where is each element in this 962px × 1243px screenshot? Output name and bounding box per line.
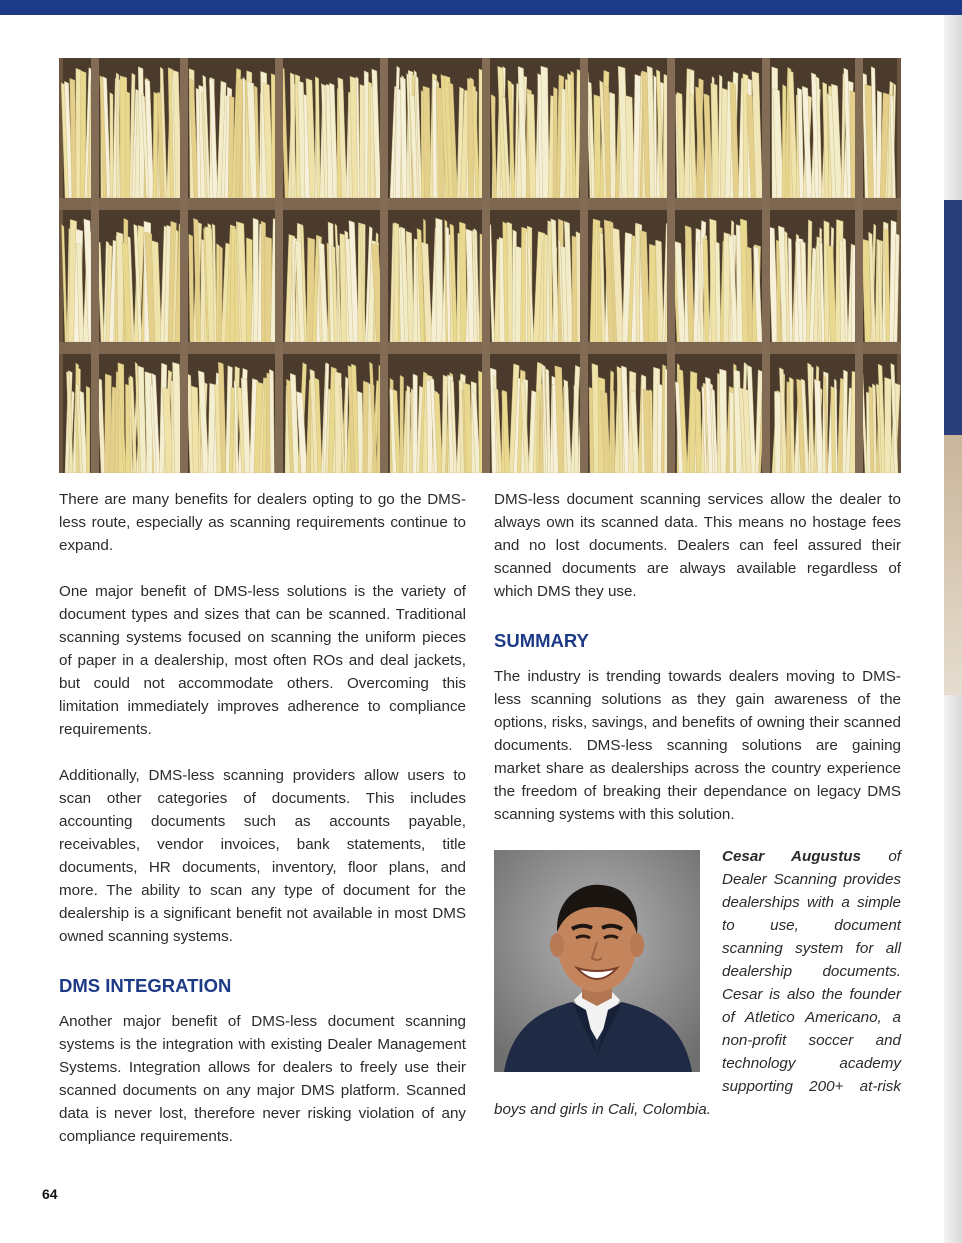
paragraph: DMS-less document scanning services allow the dealer to always own its scanned data. This means no hostage fees and no lost documents. Dealers can feel assured their scanned documents are always available regardless of which DMS they use. bbox=[494, 491, 901, 600]
author-bio bbox=[494, 845, 901, 1121]
paragraph: Additionally, DMS-less scanning providers allow users to scan other categories of documents. This includes accounting documents such as accounts payable, receivables, vendor invoices, bank statements, title documents, HR documents, inventory, floor plans, and more. The ability to scan any type of document for the dealership is a significant benefit not available in most DMS owned scanning systems. bbox=[59, 767, 466, 945]
facing-page-edge bbox=[944, 15, 962, 1243]
paragraph: The industry is trending towards dealers moving to DMS-less scanning solutions as they gain awareness of the options, risks, savings, and benefits of owning their scanned documents. DMS-less scanning solutions are gaining market share as dealerships across the country experience the freedom of breaking their dependance on legacy DMS scanning systems with this solution. bbox=[494, 668, 901, 823]
section-heading-dms-integration: DMS INTEGRATION bbox=[59, 975, 232, 996]
paragraph: There are many benefits for dealers opting to go the DMS-less route, especially as scanning requirements continue to expand. bbox=[59, 491, 466, 554]
paragraph: One major benefit of DMS-less solutions is the variety of document types and sizes that can be scanned. Traditional scanning systems focused on scanning the uniform pieces of paper in a dealership, most often ROs and deal jackets, but could not accommodate others. Overcoming this limitation immediately improves adherence to compliance requirements. bbox=[59, 583, 466, 738]
left-column bbox=[59, 488, 466, 1148]
filing-shelves-photo bbox=[59, 58, 901, 473]
author-bio-text: of Dealer Scanning provides dealerships with a simple to use, document scanning system for all dealership documents. Cesar is also the founder of Atletico Americano, a non-profit soccer and technology academy supporting 200+ at-risk boys and girls in Cali, Colombia. bbox=[494, 848, 902, 1118]
paragraph: Another major benefit of DMS-less document scanning systems is the integration with existing Dealer Management Systems. Integration allows for dealers to freely use their scanned documents on any major DMS platform. Scanned data is never lost, therefore never risking violation of any compliance requirements. bbox=[59, 1013, 466, 1145]
top-accent-bar bbox=[0, 0, 962, 15]
author-portrait bbox=[494, 850, 700, 1072]
section-heading-summary: SUMMARY bbox=[494, 630, 589, 651]
author-name: Cesar Augustus bbox=[722, 848, 862, 865]
page-number: 64 bbox=[42, 1186, 58, 1202]
right-column bbox=[494, 488, 901, 1121]
